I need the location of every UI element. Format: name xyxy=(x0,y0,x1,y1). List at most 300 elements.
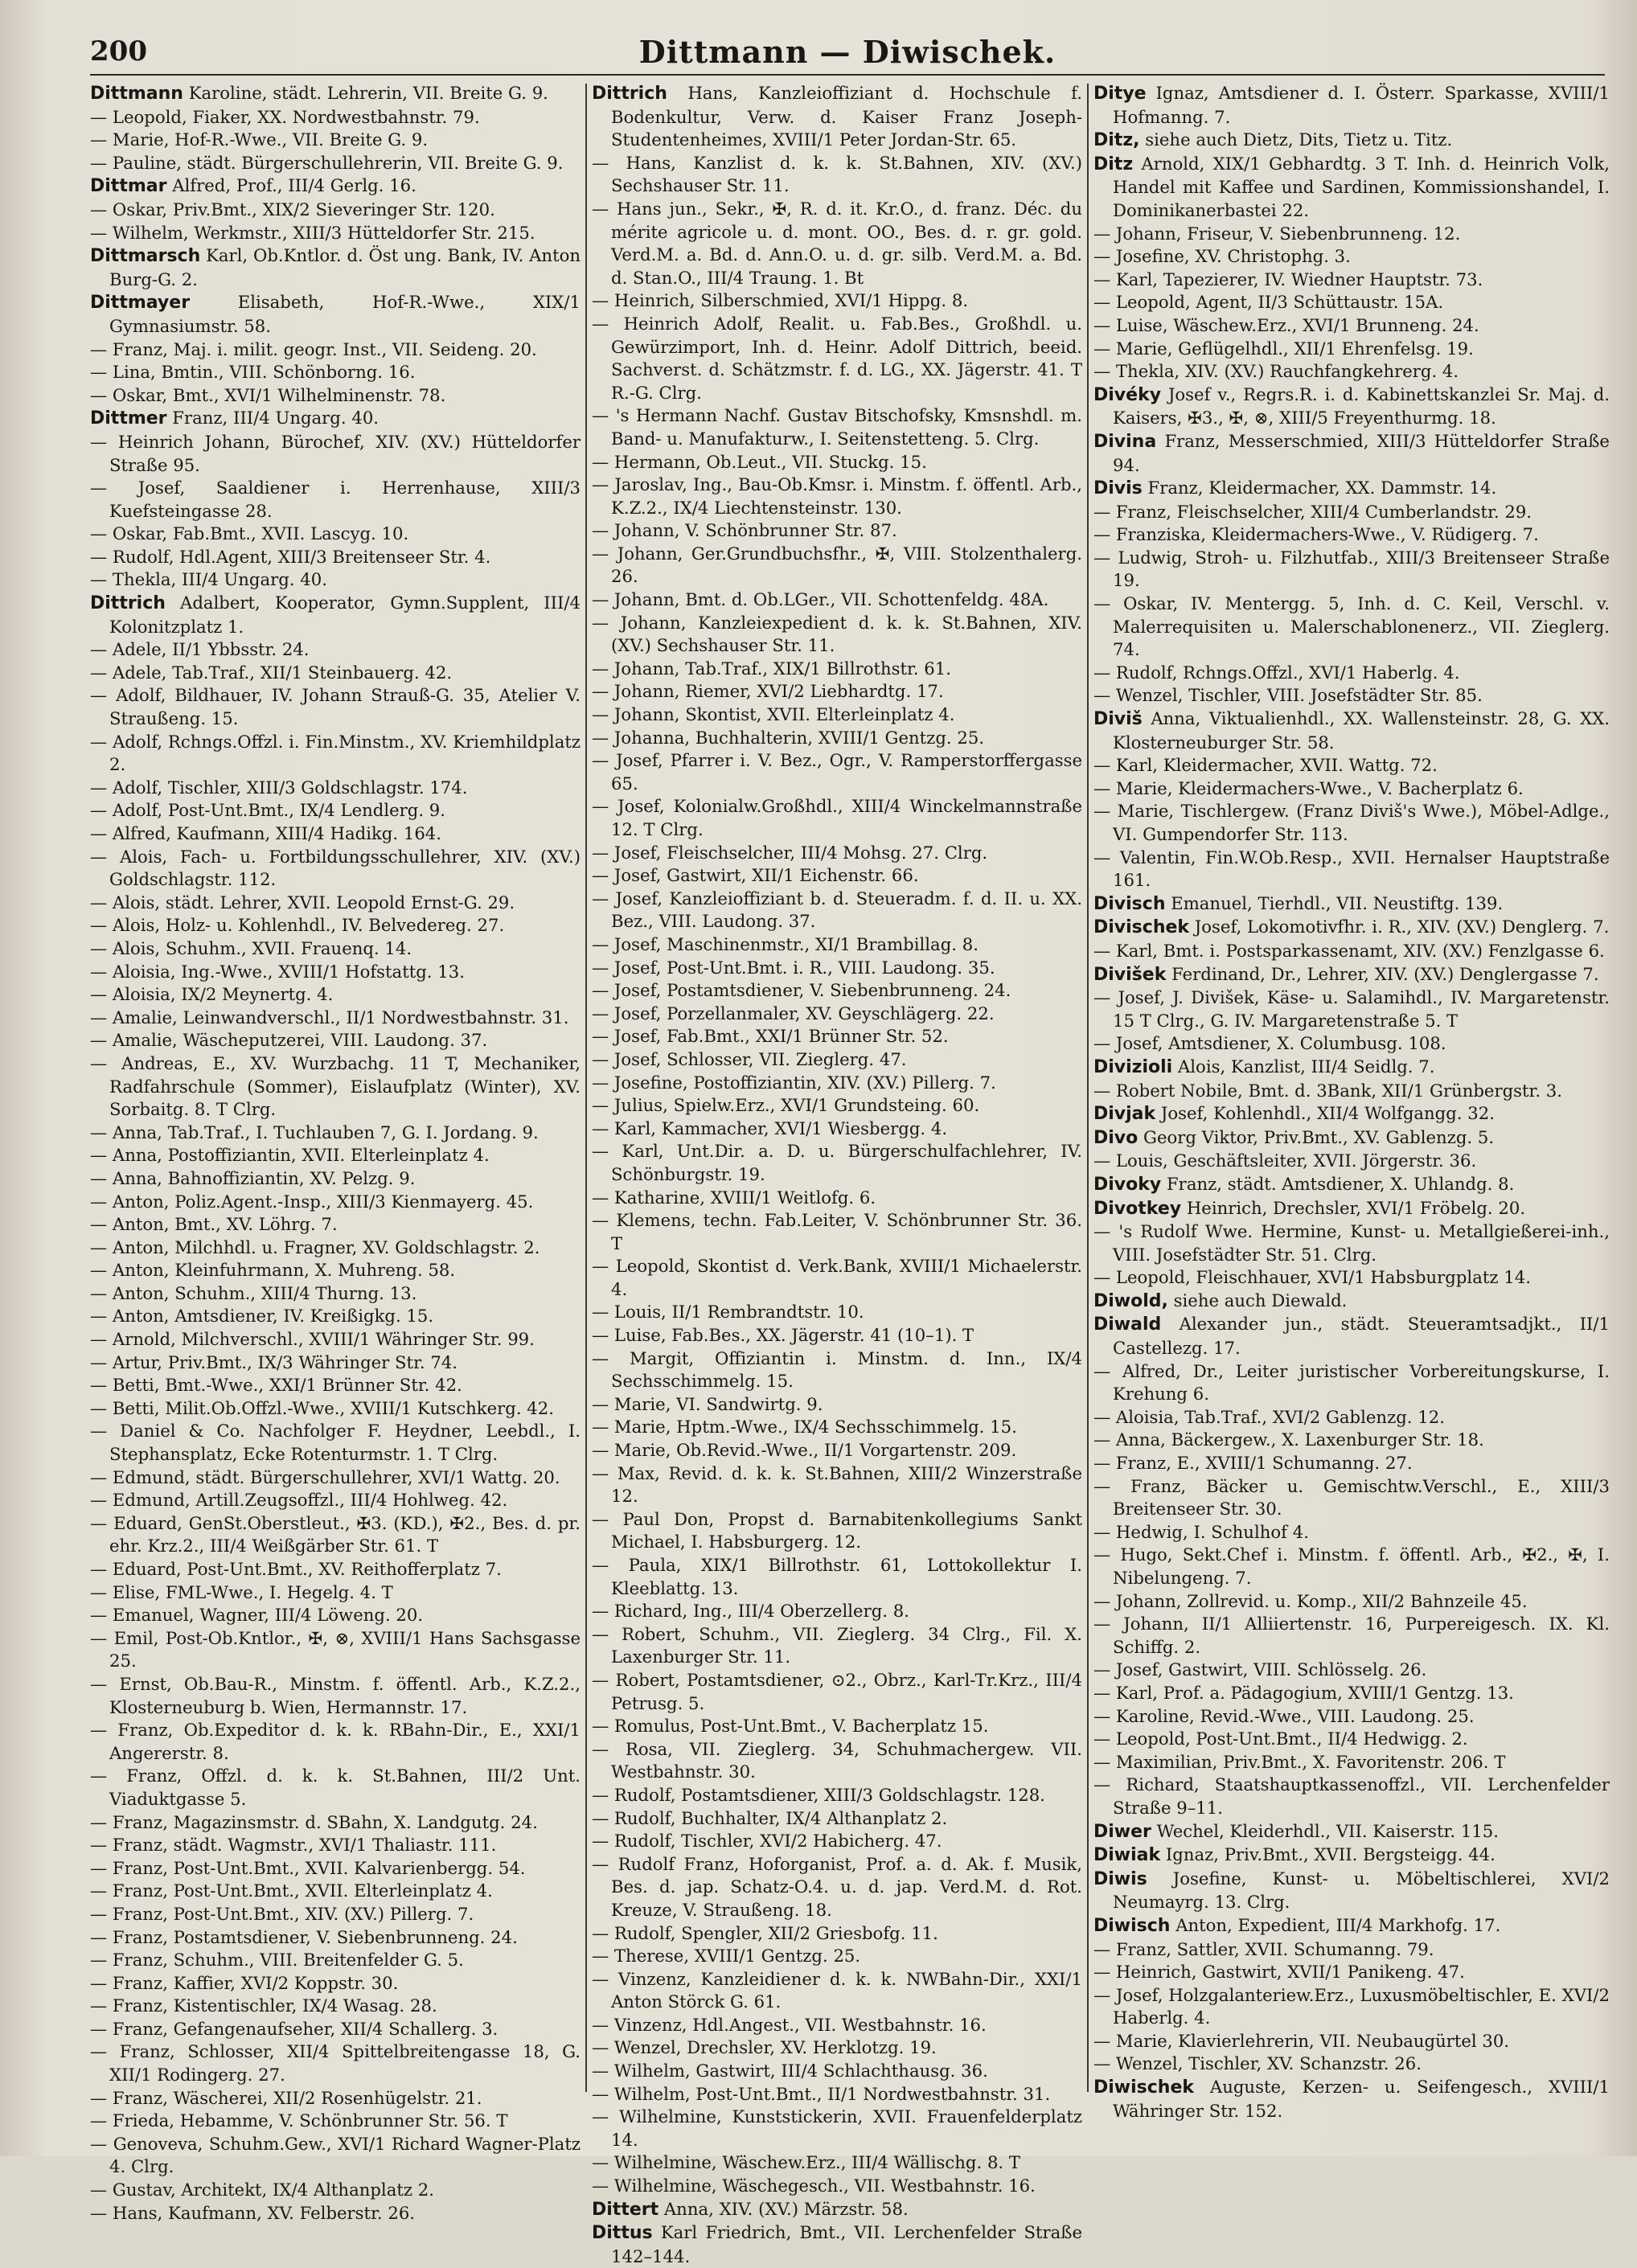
entry-text: siehe auch Dietz, Dits, Tietz u. Titz. xyxy=(1145,129,1453,150)
entry-text: Anna, XIV. (XV.) Märzstr. 58. xyxy=(663,2198,909,2219)
entry-surname: Divina xyxy=(1093,431,1157,452)
entry-surname: Diwischek xyxy=(1093,2077,1195,2098)
entry-text: — Wenzel, Tischler, XV. Schanzstr. 26. xyxy=(1093,2053,1422,2074)
directory-entry xyxy=(90,1144,581,1167)
directory-entry xyxy=(592,1072,1082,1095)
entry-surname: Divéky xyxy=(1093,384,1162,405)
entry-text: — Josefine, Postoffiziantin, XIV. (XV.) Pillerg. 7. xyxy=(592,1072,996,1093)
directory-entry xyxy=(90,961,581,984)
directory-entry xyxy=(592,1715,1082,1738)
page-number: 200 xyxy=(90,35,147,68)
directory-entry xyxy=(90,1305,581,1328)
entry-text: Alexander jun., städt. Steueramtsadjkt., II/1 Castellezg. 17. xyxy=(1113,1314,1610,1359)
directory-entry xyxy=(592,2036,1082,2060)
directory-entry xyxy=(1093,1613,1610,1659)
directory-entry xyxy=(90,523,581,546)
directory-entry xyxy=(1093,1197,1610,1221)
entry-text: — Josef, Fleischselcher, III/4 Mohsg. 27. Clrg. xyxy=(592,842,988,863)
directory-entry xyxy=(90,1029,581,1052)
directory-entry xyxy=(90,1673,581,1719)
entry-text: — Johann, Riemer, XVI/2 Liebhardtg. 17. xyxy=(592,681,944,702)
entry-text: Hans, Kanzleioffiziant d. Hochschule f. Bodenkultur, Verw. d. Kaiser Franz Joseph-Studentenheimes, XVIII/1 Peter Jordan-Str. 65. xyxy=(611,83,1082,150)
entry-text: — Franz, Schuhm., VIII. Breitenfelder G. 5. xyxy=(90,1950,464,1971)
entry-text: — Josef, Pfarrer i. V. Bez., Ogr., V. Ramperstorffergasse 65. xyxy=(592,750,1082,794)
directory-entry xyxy=(1093,1659,1610,1682)
entry-text: — Marie, Ob.Revid.-Wwe., II/1 Vorgartenstr. 209. xyxy=(592,1440,1017,1461)
directory-entry xyxy=(1093,1590,1610,1614)
directory-entry xyxy=(592,2014,1082,2037)
directory-entry xyxy=(592,1554,1082,1600)
entry-text: — Franz, Bäcker u. Gemischtw.Verschl., E., XIII/3 Breitenseer Str. 30. xyxy=(1093,1475,1610,1520)
entry-text: — Therese, XVIII/1 Gentzg. 25. xyxy=(592,1946,861,1967)
entry-text: — Wilhelm, Werkmstr., XIII/3 Hütteldorfer Str. 215. xyxy=(90,222,535,243)
directory-entry xyxy=(1093,2053,1610,2076)
entry-text: Anton, Expedient, III/4 Markhofg. 17. xyxy=(1175,1914,1501,1935)
entry-text: — Franziska, Kleidermachers-Wwe., V. Rüdigerg. 7. xyxy=(1093,524,1539,545)
entry-text: — Wilhelmine, Wäschew.Erz., III/4 Wällischg. 8. T xyxy=(592,2152,1021,2173)
directory-entry xyxy=(90,1397,581,1421)
entry-surname: Diwisch xyxy=(1093,1915,1171,1936)
entry-surname: Divischek xyxy=(1093,917,1190,938)
directory-entry xyxy=(592,749,1082,795)
directory-entry xyxy=(90,2040,581,2086)
entry-text: — Anton, Kleinfuhrmann, X. Muhreng. 58. xyxy=(90,1260,456,1281)
directory-entry xyxy=(1093,707,1610,754)
entry-text: — Franz, Wäscherei, XII/2 Rosenhügelstr. 21. xyxy=(90,2087,482,2108)
entry-text: — Richard, Staatshauptkassenoffzl., VII. Lerchenfelder Straße 9–11. xyxy=(1093,1774,1610,1818)
entry-text: — Luise, Fab.Bes., XX. Jägerstr. 41 (10–1). T xyxy=(592,1325,974,1346)
directory-entry xyxy=(1093,1173,1610,1197)
entry-text: Karl Friedrich, Bmt., VII. Lerchenfelder Straße 142–144. xyxy=(611,2222,1082,2266)
entry-text: — Franz, Post-Unt.Bmt., XVII. Elterleinplatz 4. xyxy=(90,1880,493,1901)
entry-text: — Max, Revid. d. k. k. St.Bahnen, XIII/2 Winzerstraße 12. xyxy=(592,1462,1082,1507)
entry-text: — Alois, Schuhm., XVII. Frauenq. 14. xyxy=(90,937,412,958)
entry-text: Alois, Kanzlist, III/4 Seidlg. 7. xyxy=(1177,1056,1435,1077)
directory-entry xyxy=(1093,1266,1610,1290)
entry-text: — Wilhelm, Gastwirt, III/4 Schlachthausg. 36. xyxy=(592,2061,988,2081)
directory-entry xyxy=(90,777,581,800)
directory-entry xyxy=(1093,1868,1610,1914)
directory-entry xyxy=(1093,1728,1610,1751)
directory-entry xyxy=(592,1439,1082,1462)
entry-text: — Ernst, Ob.Bau-R., Minstm. f. öffentl. Arb., K.Z.2., Klosterneuburg b. Wien, Hermannstr. 17. xyxy=(90,1673,581,1717)
directory-entry xyxy=(90,1167,581,1191)
directory-entry xyxy=(1093,1751,1610,1774)
entry-surname: Dittrich xyxy=(592,84,667,104)
directory-entry xyxy=(1093,501,1610,524)
entry-text: — Franz, Maj. i. milit. geogr. Inst., VII. Seideng. 20. xyxy=(90,338,537,359)
entry-text: — Rosa, VII. Zieglerg. 34, Schuhmachergew. VII. Westbahnstr. 30. xyxy=(592,1738,1082,1782)
directory-entry xyxy=(592,1393,1082,1417)
directory-entry xyxy=(90,1880,581,1903)
directory-entry xyxy=(90,222,581,245)
entry-text: — Franz, städt. Wagmstr., XVI/1 Thaliastr. 111. xyxy=(90,1835,497,1856)
directory-entry xyxy=(592,957,1082,980)
entry-text: — Richard, Ing., III/4 Oberzellerg. 8. xyxy=(592,1601,909,1622)
column-1 xyxy=(90,82,581,2223)
entry-text: — Josef, Kolonialw.Großhdl., XIII/4 Winckelmannstraße 12. T Clrg. xyxy=(592,796,1082,839)
directory-entry xyxy=(90,477,581,523)
entry-text: — Karl, Prof. a. Pädagogium, XVIII/1 Gentzg. 13. xyxy=(1093,1682,1514,1703)
directory-entry xyxy=(1093,1475,1610,1521)
directory-entry xyxy=(90,1604,581,1627)
entry-text: Arnold, XIX/1 Gebhardtg. 3 T. Inh. d. Heinrich Volk, Handel mit Kaffee und Sardinen, Kommissionshandel, I. Dominikanerbastei 22. xyxy=(1113,153,1610,220)
entry-text: — Franz, Offzl. d. k. k. St.Bahnen, III/2 Unt. Viaduktgasse 5. xyxy=(90,1766,581,1809)
directory-entry xyxy=(90,1995,581,2018)
directory-entry xyxy=(592,1922,1082,1946)
directory-entry xyxy=(1093,2076,1610,2122)
directory-entry xyxy=(592,1738,1082,1784)
directory-entry xyxy=(1093,1313,1610,1360)
entry-text: — Oskar, IV. Mentergg. 5, Inh. d. C. Keil, Verschl. v. Malerrequisiten u. Malerschablonenerz., VII. Zieglerg. 74. xyxy=(1093,593,1610,660)
entry-surname: Dittmann xyxy=(90,84,183,104)
directory-entry xyxy=(90,1765,581,1811)
entry-text: — Wenzel, Drechsler, XV. Herklotzg. 19. xyxy=(592,2037,937,2058)
entry-text: — Oskar, Bmt., XVI/1 Wilhelminenstr. 78. xyxy=(90,384,446,405)
directory-entry xyxy=(90,1719,581,1765)
entry-surname: Dittmayer xyxy=(90,293,191,314)
entry-text: — 's Rudolf Wwe. Hermine, Kunst- u. Metallgießerei-inh., VIII. Josefstädter Str. 51. Clrg. xyxy=(1093,1221,1610,1265)
directory-entry xyxy=(592,842,1082,865)
directory-entry xyxy=(1093,314,1610,338)
entry-text: — Hans, Kaufmann, XV. Felberstr. 26. xyxy=(90,2202,416,2223)
directory-entry xyxy=(90,892,581,915)
directory-entry xyxy=(90,384,581,408)
directory-entry xyxy=(90,129,581,152)
directory-entry xyxy=(1093,800,1610,846)
directory-entry xyxy=(1093,1961,1610,1984)
entry-text: — Anton, Schuhm., XIII/4 Thurng. 13. xyxy=(90,1282,417,1303)
entry-text: — Betti, Milit.Ob.Offzl.-Wwe., XVIII/1 Kutschkerg. 42. xyxy=(90,1397,554,1418)
entry-text: — Karl, Tapezierer, IV. Wiedner Hauptstr. 73. xyxy=(1093,269,1483,289)
entry-text: — Andreas, E., XV. Wurzbachg. 11 T, Mechaniker, Radfahrschule (Sommer), Eislaufplatz (Winter), XV. Sorbaitg. 8. T Clrg. xyxy=(90,1052,581,1120)
directory-entry xyxy=(592,1094,1082,1118)
entry-text: — Leopold, Agent, II/3 Schüttaustr. 15A. xyxy=(1093,292,1444,313)
directory-entry xyxy=(592,612,1082,658)
directory-entry xyxy=(90,291,581,338)
entry-text: — Vinzenz, Hdl.Angest., VII. Westbahnstr. 16. xyxy=(592,2014,987,2035)
entry-text: — Franz, Postamtsdiener, V. Siebenbrunneng. 24. xyxy=(90,1926,518,1947)
directory-entry xyxy=(1093,338,1610,361)
entry-text: — Thekla, XIV. (XV.) Rauchfangkehrerg. 4. xyxy=(1093,361,1459,382)
entry-text: — Paula, XIX/1 Billrothstr. 61, Lottokollektur I. Kleeblattg. 13. xyxy=(592,1555,1082,1598)
entry-surname: Diwis xyxy=(1093,1868,1147,1889)
entry-text: siehe auch Diewald. xyxy=(1173,1290,1348,1310)
entry-text: — Karl, Kammacher, XVI/1 Wiesbergg. 4. xyxy=(592,1118,948,1138)
entry-text: — Leopold, Fiaker, XX. Nordwestbahnstr. 79. xyxy=(90,106,480,127)
entry-text: — Heinrich, Gastwirt, XVII/1 Panikeng. 47. xyxy=(1093,1962,1465,1983)
entry-text: — Adele, II/1 Ybbsstr. 24. xyxy=(90,639,310,660)
directory-entry xyxy=(90,2018,581,2041)
entry-text: — Anton, Poliz.Agent.-Insp., XIII/3 Kienmayerg. 45. xyxy=(90,1191,534,1212)
entry-text: — Marie, Geflügelhdl., XII/1 Ehrenfelsg. 19. xyxy=(1093,338,1474,359)
directory-entry xyxy=(1093,1774,1610,1819)
entry-text: Ferdinand, Dr., Lehrer, XIV. (XV.) Denglergasse 7. xyxy=(1171,963,1599,984)
entry-text: — Elise, FML-Wwe., I. Hegelg. 4. T xyxy=(90,1581,393,1602)
entry-text: Elisabeth, Hof-R.-Wwe., XIX/1 Gymnasiumstr. 58. xyxy=(109,292,581,336)
directory-entry xyxy=(1093,1102,1610,1126)
directory-entry xyxy=(592,979,1082,1003)
entry-text: — Aloisia, IX/2 Meynertg. 4. xyxy=(90,984,334,1005)
directory-entry xyxy=(90,937,581,961)
directory-entry xyxy=(592,313,1082,404)
entry-surname: Dittrich xyxy=(90,593,166,614)
directory-entry xyxy=(90,731,581,777)
entry-text: — Marie, Hof-R.-Wwe., VII. Breite G. 9. xyxy=(90,129,429,150)
directory-entry xyxy=(592,1623,1082,1669)
entry-text: — Marie, Klavierlehrerin, VII. Neubaugürtel 30. xyxy=(1093,2030,1510,2051)
entry-text: — Alfred, Kaufmann, XIII/4 Hadikg. 164. xyxy=(90,823,442,843)
directory-entry xyxy=(592,795,1082,841)
directory-entry xyxy=(592,152,1082,198)
entry-text: — Rudolf, Buchhalter, IX/4 Althanplatz 2. xyxy=(592,1807,948,1828)
entry-text: — Johann, Tab.Traf., XIX/1 Billrothstr. 61. xyxy=(592,658,951,679)
directory-entry xyxy=(90,799,581,822)
entry-text: — Oskar, Priv.Bmt., XIX/2 Sieveringer Str. 120. xyxy=(90,199,495,219)
entry-text: — Wenzel, Tischler, VIII. Josefstädter Str. 85. xyxy=(1093,685,1483,706)
entry-text: Adalbert, Kooperator, Gymn.Supplent, III/4 Kolonitzplatz 1. xyxy=(109,593,581,637)
directory-entry xyxy=(1093,1032,1610,1056)
entry-text: — Artur, Priv.Bmt., IX/3 Währinger Str. 74. xyxy=(90,1351,458,1372)
entry-text: Franz, III/4 Ungarg. 40. xyxy=(172,408,380,429)
directory-entry xyxy=(1093,684,1610,707)
directory-entry xyxy=(90,2110,581,2133)
entry-text: — Lina, Bmtin., VIII. Schönborng. 16. xyxy=(90,362,416,383)
entry-text: — Maximilian, Priv.Bmt., X. Favoritenstr. 206. T xyxy=(1093,1751,1506,1772)
directory-entry xyxy=(1093,1150,1610,1173)
directory-entry xyxy=(90,1512,581,1558)
entry-text: — Josef, J. Divišek, Käse- u. Salamihdl., IV. Margaretenstr. 15 T Clrg., G. IV. Margaretenstraße 5. T xyxy=(1093,987,1610,1031)
entry-text: — Josef, Saaldiener i. Herrenhause, XIII/3 Kuefsteingasse 28. xyxy=(90,478,581,521)
entry-text: — Vinzenz, Kanzleidiener d. k. k. NWBahn-Dir., XXI/1 Anton Störck G. 61. xyxy=(592,1968,1082,2012)
directory-entry xyxy=(90,407,581,431)
entry-text: — Rudolf, Hdl.Agent, XIII/3 Breitenseer Str. 4. xyxy=(90,546,491,567)
directory-entry xyxy=(592,1416,1082,1439)
entry-text: — Johann, Friseur, V. Siebenbrunneng. 12. xyxy=(1093,223,1461,244)
entry-text: — Johann, Ger.Grundbuchsfhr., ✠, VIII. Stolzenthalerg. 26. xyxy=(592,543,1082,587)
directory-entry xyxy=(592,519,1082,543)
directory-entry xyxy=(592,1301,1082,1324)
entry-text: — Johann, Bmt. d. Ob.LGer., VII. Schottenfeldg. 48A. xyxy=(592,589,1049,610)
entry-text: — Heinrich Johann, Bürochef, XIV. (XV.) Hütteldorfer Straße 95. xyxy=(90,431,581,475)
entry-text: — Louis, Geschäftsleiter, XVII. Jörgerstr. 36. xyxy=(1093,1150,1477,1171)
entry-text: — Josef, Gastwirt, XII/1 Eichenstr. 66. xyxy=(592,865,919,886)
entry-text: — Louis, II/1 Rembrandtstr. 10. xyxy=(592,1302,864,1323)
directory-entry xyxy=(90,1052,581,1122)
entry-text: — Adolf, Post-Unt.Bmt., IX/4 Lendlerg. 9. xyxy=(90,800,446,821)
entry-surname: Ditz xyxy=(1093,154,1134,174)
directory-entry xyxy=(90,568,581,592)
column-3 xyxy=(1093,82,1610,2124)
entry-text: — Johanna, Buchhalterin, XVIII/1 Gentzg. 25. xyxy=(592,727,985,748)
entry-text: — Hans jun., Sekr., ✠, R. d. it. Kr.O., d. franz. Déc. du mérite agricole u. d. mont. OO., Bes. d. r. gr. gold. Verd.M. a. Bd. d. Ann.O. u. d. gr. silb. Verd.M. a. Bd. d. Stan.O., III/4 Traung. 1. Bt xyxy=(592,198,1082,288)
entry-text: Auguste, Kerzen- u. Seifengesch., XVIII/1 Währinger Str. 152. xyxy=(1113,2077,1610,2121)
entry-text: — Adele, Tab.Traf., XII/1 Steinbauerg. 42. xyxy=(90,662,453,683)
entry-text: — Edmund, Artill.Zeugsoffzl., III/4 Hohlweg. 42. xyxy=(90,1490,508,1511)
entry-text: — Rudolf, Spengler, XII/2 Griesbofg. 11. xyxy=(592,1922,938,1943)
entry-text: — Alois, städt. Lehrer, XVII. Leopold Ernst-G. 29. xyxy=(90,892,515,913)
entry-text: — Johann, V. Schönbrunner Str. 87. xyxy=(592,520,897,541)
entry-text: — Eduard, GenSt.Oberstleut., ✠3. (KD.), ✠2., Bes. d. pr. ehr. Krz.2., III/4 Weißgärber Str. 61. T xyxy=(90,1512,581,1556)
entry-text: — Josef, Holzgalanteriew.Erz., Luxusmöbeltischler, E. XVI/2 Haberlg. 4. xyxy=(1093,1984,1610,2028)
entry-text: — Paul Don, Propst d. Barnabitenkollegiums Sankt Michael, I. Habsburgerg. 12. xyxy=(592,1508,1082,1552)
directory-entry xyxy=(90,1351,581,1375)
directory-entry xyxy=(1093,1360,1610,1406)
entry-surname: Diwold, xyxy=(1093,1290,1168,1311)
directory-entry xyxy=(1093,1056,1610,1080)
entry-text: — Romulus, Post-Unt.Bmt., V. Bacherplatz 15. xyxy=(592,1716,989,1737)
entry-text: — Franz, Ob.Expeditor d. k. k. RBahn-Dir., E., XXI/1 Angererstr. 8. xyxy=(90,1720,581,1763)
page-header xyxy=(90,31,1605,79)
directory-entry xyxy=(1093,963,1610,987)
entry-text: — Johann, Kanzleiexpedient d. k. k. St.Bahnen, XIV. (XV.) Sechshauser Str. 11. xyxy=(592,612,1082,656)
directory-entry xyxy=(90,1972,581,1995)
entry-text: Karl, Ob.Kntlor. d. Öst ung. Bank, IV. Anton Burg-G. 2. xyxy=(109,245,581,289)
directory-entry xyxy=(1093,477,1610,501)
directory-entry xyxy=(90,1857,581,1880)
entry-text: Wechel, Kleiderhdl., VII. Kaiserstr. 115. xyxy=(1156,1820,1499,1841)
entry-text: — Anna, Bäckergew., X. Laxenburger Str. 18. xyxy=(1093,1429,1484,1450)
directory-entry xyxy=(90,1834,581,1857)
entry-text: — Alois, Holz- u. Kohlenhdl., IV. Belvedereg. 27. xyxy=(90,915,505,936)
directory-entry xyxy=(592,2221,1082,2268)
directory-entry xyxy=(1093,1521,1610,1544)
directory-entry xyxy=(1093,269,1610,292)
entry-text: — Josefine, XV. Christophg. 3. xyxy=(1093,246,1351,267)
directory-entry xyxy=(592,589,1082,612)
directory-entry xyxy=(90,1237,581,1260)
directory-entry xyxy=(1093,153,1610,223)
entry-surname: Divoky xyxy=(1093,1174,1162,1195)
directory-entry xyxy=(592,543,1082,589)
entry-text: — Amalie, Wäscheputzerei, VIII. Laudong. 37. xyxy=(90,1030,488,1051)
entry-text: — Robert, Postamtsdiener, ⊙2., Obrz., Karl-Tr.Krz., III/4 Petrusg. 5. xyxy=(592,1669,1082,1713)
directory-entry xyxy=(90,2179,581,2202)
entry-text: Ignaz, Amtsdiener d. I. Österr. Sparkasse, XVIII/1 Hofmanng. 7. xyxy=(1113,83,1610,127)
entry-text: — Marie, Hptm.-Wwe., IX/4 Sechsschimmelg. 15. xyxy=(592,1417,1017,1437)
entry-text: Anna, Viktualienhdl., XX. Wallensteinstr. 28, G. XX. Klosterneuburger Str. 58. xyxy=(1113,708,1610,753)
entry-text: — Franz, Kistentischler, IX/4 Wasag. 28. xyxy=(90,1995,437,2016)
directory-entry xyxy=(90,174,581,199)
entry-text: — Ludwig, Stroh- u. Filzhutfab., XIII/3 Breitenseer Straße 19. xyxy=(1093,547,1610,591)
directory-entry xyxy=(1093,223,1610,246)
entry-text: — Hans, Kanzlist d. k. k. St.Bahnen, XIV. (XV.) Sechshauser Str. 11. xyxy=(592,152,1082,196)
entry-text: — Emanuel, Wagner, III/4 Löweng. 20. xyxy=(90,1605,424,1626)
directory-entry xyxy=(592,1508,1082,1554)
directory-entry xyxy=(1093,754,1610,777)
entry-text: — Rudolf, Postamtsdiener, XIII/3 Goldschlagstr. 128. xyxy=(592,1784,1045,1805)
entry-text: — Frieda, Hebamme, V. Schönbrunner Str. 56. T xyxy=(90,2110,508,2131)
entry-surname: Diwiak xyxy=(1093,1845,1161,1866)
directory-entry xyxy=(592,864,1082,888)
directory-entry xyxy=(90,822,581,846)
entry-text: Ignaz, Priv.Bmt., XVII. Bergsteigg. 44. xyxy=(1165,1844,1495,1865)
directory-entry xyxy=(1093,1820,1610,1844)
entry-text: — Franz, Fleischselcher, XIII/4 Cumberlandstr. 29. xyxy=(1093,501,1532,522)
directory-entry xyxy=(592,1968,1082,2014)
directory-entry xyxy=(90,1627,581,1673)
directory-entry xyxy=(1093,82,1610,129)
directory-entry xyxy=(592,1784,1082,1807)
entry-text: — Amalie, Leinwandverschl., II/1 Nordwestbahnstr. 31. xyxy=(90,1007,569,1027)
entry-text: Alfred, Prof., III/4 Gerlg. 16. xyxy=(172,175,416,196)
directory-entry xyxy=(592,1209,1082,1255)
directory-entry xyxy=(1093,523,1610,547)
directory-entry xyxy=(1093,777,1610,801)
directory-entry xyxy=(90,1374,581,1397)
entry-surname: Diwald xyxy=(1093,1314,1162,1335)
directory-columns xyxy=(90,82,1610,2266)
directory-entry xyxy=(592,1462,1082,1508)
directory-entry xyxy=(90,82,581,106)
directory-entry xyxy=(1093,430,1610,477)
entry-text: — Johann, Skontist, XVII. Elterleinplatz 4. xyxy=(592,704,955,725)
directory-entry xyxy=(90,1581,581,1605)
entry-text: — Rudolf, Rchngs.Offzl., XVI/1 Haberlg. 4. xyxy=(1093,662,1460,683)
directory-entry xyxy=(90,1282,581,1306)
entry-text: — Karl, Unt.Dir. a. D. u. Bürgerschulfachlehrer, IV. Schönburgstr. 19. xyxy=(592,1141,1082,1184)
directory-entry xyxy=(90,1191,581,1214)
directory-entry xyxy=(90,1122,581,1145)
directory-entry xyxy=(90,2202,581,2225)
entry-text: — Anton, Milchhdl. u. Fragner, XV. Goldschlagstr. 2. xyxy=(90,1237,540,1257)
entry-text: — Katharine, XVIII/1 Weitlofg. 6. xyxy=(592,1187,876,1208)
entry-text: — Betti, Bmt.-Wwe., XXI/1 Brünner Str. 42. xyxy=(90,1375,462,1396)
entry-text: — Anna, Postoffiziantin, XVII. Elterleinplatz 4. xyxy=(90,1145,490,1166)
entry-text: — Josef, Kanzleioffiziant b. d. Steueradm. f. d. II. u. XX. Bez., VIII. Laudong. 37. xyxy=(592,888,1082,932)
directory-entry xyxy=(1093,291,1610,314)
entry-text: — Thekla, III/4 Ungarg. 40. xyxy=(90,569,327,590)
directory-entry xyxy=(90,1007,581,1030)
entry-text: — Anna, Bahnoffiziantin, XV. Pelzg. 9. xyxy=(90,1167,416,1188)
directory-entry xyxy=(1093,662,1610,685)
directory-entry xyxy=(90,1328,581,1351)
entry-text: — Josef, Post-Unt.Bmt. i. R., VIII. Laudong. 35. xyxy=(592,957,995,978)
entry-text: Josef, Lokomotivfhr. i. R., XIV. (XV.) Denglerg. 7. xyxy=(1194,917,1610,937)
entry-text: — Aloisia, Ing.-Wwe., XVIII/1 Hofstattg. 13. xyxy=(90,961,465,982)
directory-entry xyxy=(592,888,1082,933)
entry-surname: Divis xyxy=(1093,478,1143,499)
entry-text: — Heinrich, Silberschmied, XVI/1 Hippg. 8. xyxy=(592,290,969,311)
directory-entry xyxy=(90,1259,581,1282)
directory-entry xyxy=(90,338,581,362)
entry-text: Josef, Kohlenhdl., XII/4 Wolfgangg. 32. xyxy=(1160,1103,1495,1124)
entry-text: — Robert, Schuhm., VII. Zieglerg. 34 Clrg., Fil. X. Laxenburger Str. 11. xyxy=(592,1623,1082,1667)
entry-text: — Josef, Postamtsdiener, V. Siebenbrunneng. 24. xyxy=(592,980,1011,1001)
entry-text: — Gustav, Architekt, IX/4 Althanplatz 2. xyxy=(90,2180,434,2200)
directory-entry xyxy=(90,1213,581,1237)
directory-entry xyxy=(90,546,581,569)
entry-text: — Franz, Kaffier, XVI/2 Koppstr. 30. xyxy=(90,1972,399,1993)
entry-surname: Divisch xyxy=(1093,893,1166,914)
directory-entry xyxy=(90,684,581,730)
entry-text: — Oskar, Fab.Bmt., XVII. Lascyg. 10. xyxy=(90,523,409,544)
directory-entry xyxy=(592,1945,1082,1968)
directory-entry xyxy=(1093,1914,1610,1938)
entry-surname: Dittmarsch xyxy=(90,246,201,267)
directory-entry xyxy=(90,846,581,892)
entry-surname: Dittert xyxy=(592,2199,659,2220)
directory-entry xyxy=(90,361,581,384)
entry-text: — Josef, Fab.Bmt., XXI/1 Brünner Str. 52. xyxy=(592,1026,949,1047)
directory-entry xyxy=(90,983,581,1007)
entry-text: — Adolf, Bildhauer, IV. Johann Strauß-G. 35, Atelier V. Straußeng. 15. xyxy=(90,685,581,729)
entry-text: — Pauline, städt. Bürgerschullehrerin, VII. Breite G. 9. xyxy=(90,152,564,173)
entry-text: — Wilhelmine, Wäschegesch., VII. Westbahnstr. 16. xyxy=(592,2176,1036,2196)
directory-entry xyxy=(1093,1220,1610,1266)
entry-surname: Divotkey xyxy=(1093,1198,1182,1219)
entry-surname: Dittmer xyxy=(90,408,167,429)
